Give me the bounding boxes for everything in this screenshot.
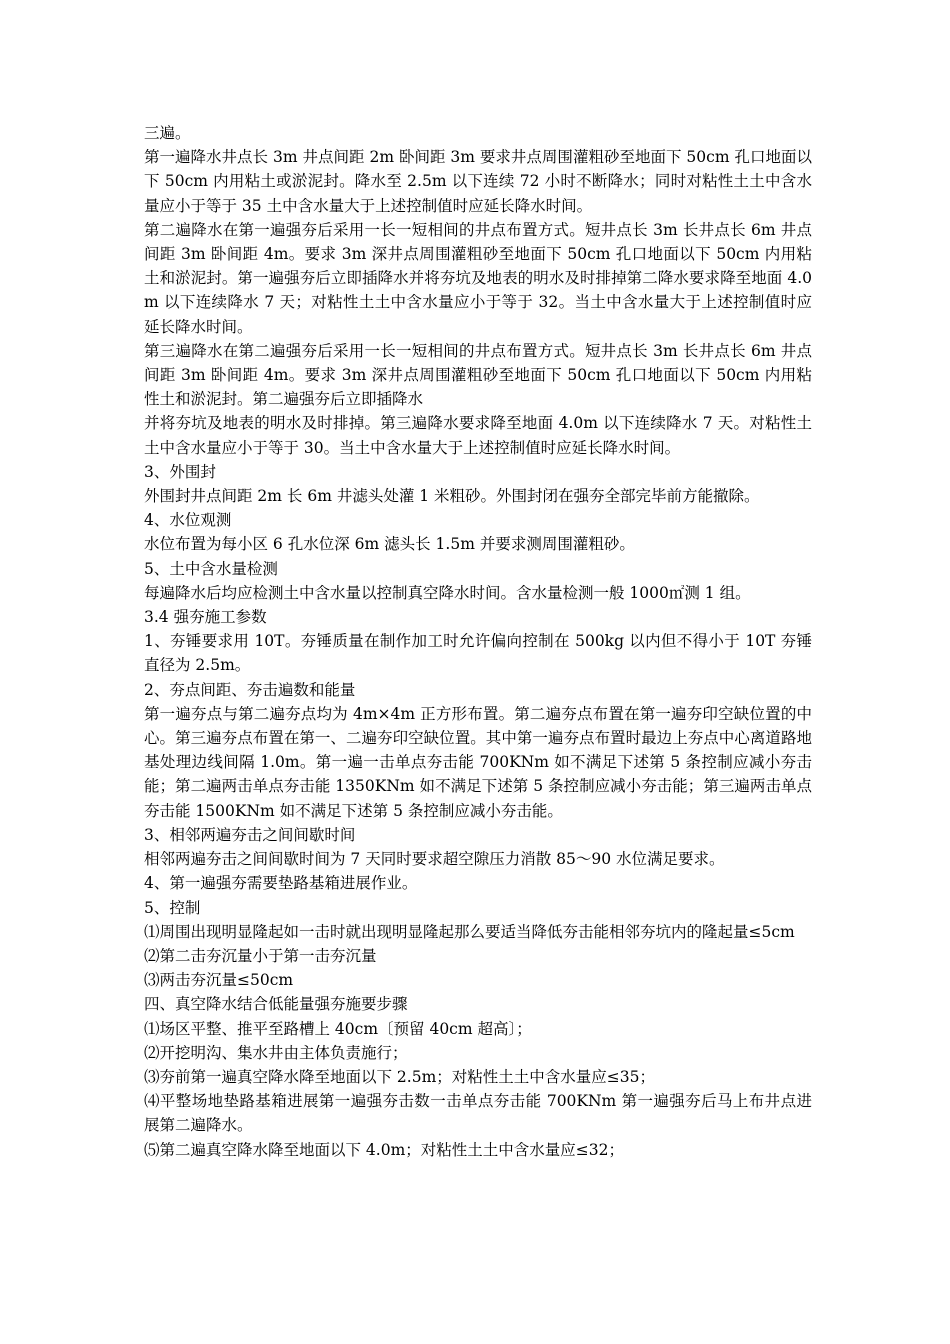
paragraph: 第二遍降水在第一遍强夯后采用一长一短相间的井点布置方式。短井点长 3m 长井点长 6m 井点间距 3m 卧间距 4m。要求 3m 深井点周围灌粗砂至地面下 50cm 孔口地面以下 50cm 内用粘土和淤泥封。第一遍强夯后立即插降水并将夯坑及地表的明水及时排掉第二降水要求降至地面 4.0m 以下连续降水 7 天；对粘性土土中含水量应小于等于 32。当土中含水量大于上述控制值时应延长降水时间。 bbox=[144, 220, 812, 336]
section-heading: 5、土中含水量检测 bbox=[144, 559, 278, 578]
paragraph: 并将夯坑及地表的明水及时排掉。第三遍降水要求降至地面 4.0m 以下连续降水 7 天。对粘性土土中含水量应小于等于 30。当土中含水量大于上述控制值时应延长降水时间。 bbox=[144, 414, 812, 457]
paragraph: 外围封井点间距 2m 长 6m 井滤头处灌 1 米粗砂。外围封闭在强夯全部完毕前方能撤除。 bbox=[144, 487, 760, 506]
paragraph: 第三遍降水在第二遍强夯后采用一长一短相间的井点布置方式。短井点长 3m 长井点长 6m 井点间距 3m 卧间距 4m。要求 3m 深井点周围灌粗砂至地面下 50cm 孔口地面以下 50cm 内用粘性土和淤泥封。第二遍强夯后立即插降水 bbox=[144, 341, 812, 409]
paragraph: 4、第一遍强夯需要垫路基箱进展作业。 bbox=[144, 874, 418, 893]
paragraph: 1、夯锤要求用 10T。夯锤质量在制作加工时允许偏向控制在 500kg 以内但不得小于 10T 夯锤直径为 2.5m。 bbox=[144, 632, 812, 675]
list-item: ⑷平整场地垫路基箱进展第一遍强夯击数一击单点夯击能 700KNm 第一遍强夯后马上布井点进展第二遍降水。 bbox=[144, 1092, 812, 1135]
section-heading: 4、水位观测 bbox=[144, 511, 232, 530]
paragraph: 第一遍夯点与第二遍夯点均为 4m×4m 正方形布置。第二遍夯点布置在第一遍夯印空缺位置的中心。第三遍夯点布置在第一、二遍夯印空缺位置。其中第一遍夯点布置时最边上夯点中心离道路地基处理边线间隔 1.0m。第一遍一击单点夯击能 700KNm 如不满足下述第 5 条控制应减小夯击能；第二遍两击单点夯击能 1350KNm 如不满足下述第 5 条控制应减小夯击能；第三遍两击单点夯击能 1500KNm 如不满足下述第 5 条控制应减小夯击能。 bbox=[144, 704, 812, 820]
document-body bbox=[144, 121, 812, 1162]
paragraph: 三遍。 bbox=[144, 124, 191, 142]
list-item: ⑴周围出现明显隆起如一击时就出现明显隆起那么要适当降低夯击能相邻夯坑内的隆起量≤5cm bbox=[144, 922, 795, 941]
paragraph: 相邻两遍夯击之间间歇时间为 7 天同时要求超空隙压力消散 85～90 水位满足要求。 bbox=[144, 850, 725, 869]
subsection-heading: 5、控制 bbox=[144, 898, 201, 917]
paragraph: 每遍降水后均应检测土中含水量以控制真空降水时间。含水量检测一般 1000㎡测 1 组。 bbox=[144, 583, 751, 602]
section-heading: 3、外围封 bbox=[144, 462, 216, 481]
section-heading: 3.4 强夯施工参数 bbox=[144, 608, 267, 627]
list-item: ⑴场区平整、推平至路槽上 40cm〔预留 40cm 超高〕； bbox=[144, 1019, 532, 1038]
list-item: ⑵开挖明沟、集水井由主体负责施行； bbox=[144, 1043, 408, 1062]
list-item: ⑸第二遍真空降水降至地面以下 4.0m；对粘性土土中含水量应≤32； bbox=[144, 1140, 624, 1159]
list-item: ⑶两击夯沉量≤50cm bbox=[144, 971, 294, 990]
list-item: ⑵第二击夯沉量小于第一击夯沉量 bbox=[144, 946, 377, 965]
subsection-heading: 2、夯点间距、夯击遍数和能量 bbox=[144, 680, 356, 699]
section-heading: 四、真空降水结合低能量强夯施要步骤 bbox=[144, 995, 408, 1014]
paragraph: 水位布置为每小区 6 孔水位深 6m 滤头长 1.5m 并要求测周围灌粗砂。 bbox=[144, 535, 635, 554]
subsection-heading: 3、相邻两遍夯击之间间歇时间 bbox=[144, 825, 356, 844]
paragraph: 第一遍降水井点长 3m 井点间距 2m 卧间距 3m 要求井点周围灌粗砂至地面下 50cm 孔口地面以下 50cm 内用粘土或淤泥封。降水至 2.5m 以下连续 72 小时不断降水；同时对粘性土土中含水量应小于等于 35 土中含水量大于上述控制值时应延长降水时间。 bbox=[144, 148, 812, 215]
list-item: ⑶夯前第一遍真空降水降至地面以下 2.5m；对粘性土土中含水量应≤35； bbox=[144, 1067, 655, 1086]
